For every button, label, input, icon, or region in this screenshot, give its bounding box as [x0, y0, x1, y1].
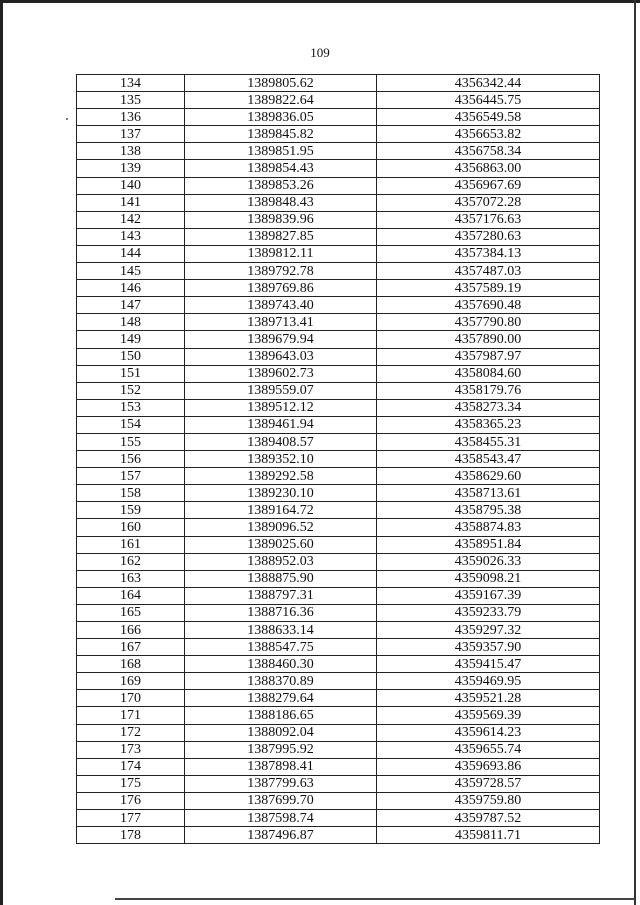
point-number-cell: 159 — [77, 502, 185, 519]
x-coordinate-cell: 1389822.64 — [185, 92, 377, 109]
table-row — [77, 758, 600, 775]
x-coordinate-cell: 1389408.57 — [185, 433, 377, 450]
table-row — [77, 792, 600, 809]
y-coordinate-cell: 4359026.33 — [377, 553, 600, 570]
point-number-cell: 167 — [77, 639, 185, 656]
point-number-cell: 170 — [77, 690, 185, 707]
point-number-cell: 136 — [77, 109, 185, 126]
x-coordinate-cell: 1388875.90 — [185, 570, 377, 587]
page-border-bottom — [115, 898, 635, 900]
table-row — [77, 314, 600, 331]
y-coordinate-cell: 4359167.39 — [377, 587, 600, 604]
x-coordinate-cell: 1388547.75 — [185, 639, 377, 656]
x-coordinate-cell: 1389461.94 — [185, 416, 377, 433]
table-row — [77, 211, 600, 228]
page-border-right — [634, 0, 636, 905]
x-coordinate-cell: 1389853.26 — [185, 177, 377, 194]
point-number-cell: 146 — [77, 280, 185, 297]
table-row — [77, 331, 600, 348]
point-number-cell: 163 — [77, 570, 185, 587]
y-coordinate-cell: 4358795.38 — [377, 502, 600, 519]
point-number-cell: 148 — [77, 314, 185, 331]
table-row — [77, 263, 600, 280]
x-coordinate-cell: 1389164.72 — [185, 502, 377, 519]
x-coordinate-cell: 1387598.74 — [185, 810, 377, 827]
point-number-cell: 164 — [77, 587, 185, 604]
x-coordinate-cell: 1389851.95 — [185, 143, 377, 160]
x-coordinate-cell: 1389839.96 — [185, 211, 377, 228]
x-coordinate-cell: 1389352.10 — [185, 451, 377, 468]
table-row — [77, 587, 600, 604]
y-coordinate-cell: 4358179.76 — [377, 382, 600, 399]
point-number-cell: 135 — [77, 92, 185, 109]
x-coordinate-cell: 1389025.60 — [185, 536, 377, 553]
point-number-cell: 149 — [77, 331, 185, 348]
table-row — [77, 399, 600, 416]
point-number-cell: 141 — [77, 194, 185, 211]
table-row — [77, 451, 600, 468]
point-number-cell: 158 — [77, 485, 185, 502]
y-coordinate-cell: 4359415.47 — [377, 656, 600, 673]
x-coordinate-cell: 1387995.92 — [185, 741, 377, 758]
y-coordinate-cell: 4357690.48 — [377, 297, 600, 314]
table-row — [77, 673, 600, 690]
point-number-cell: 145 — [77, 263, 185, 280]
point-number-cell: 173 — [77, 741, 185, 758]
y-coordinate-cell: 4358713.61 — [377, 485, 600, 502]
y-coordinate-cell: 4359655.74 — [377, 741, 600, 758]
table-row — [77, 468, 600, 485]
x-coordinate-cell: 1388370.89 — [185, 673, 377, 690]
x-coordinate-cell: 1387699.70 — [185, 792, 377, 809]
x-coordinate-cell: 1389559.07 — [185, 382, 377, 399]
point-number-cell: 166 — [77, 622, 185, 639]
coordinates-table — [76, 74, 600, 844]
table-row — [77, 810, 600, 827]
scan-speck — [66, 118, 68, 120]
page-border-left — [0, 0, 3, 905]
table-row — [77, 775, 600, 792]
x-coordinate-cell: 1389769.86 — [185, 280, 377, 297]
x-coordinate-cell: 1389848.43 — [185, 194, 377, 211]
y-coordinate-cell: 4357280.63 — [377, 228, 600, 245]
y-coordinate-cell: 4357790.80 — [377, 314, 600, 331]
y-coordinate-cell: 4359759.80 — [377, 792, 600, 809]
coordinates-table-body — [77, 75, 600, 844]
y-coordinate-cell: 4356445.75 — [377, 92, 600, 109]
x-coordinate-cell: 1389679.94 — [185, 331, 377, 348]
table-row — [77, 228, 600, 245]
point-number-cell: 138 — [77, 143, 185, 160]
y-coordinate-cell: 4359614.23 — [377, 724, 600, 741]
point-number-cell: 142 — [77, 211, 185, 228]
y-coordinate-cell: 4357176.63 — [377, 211, 600, 228]
y-coordinate-cell: 4358951.84 — [377, 536, 600, 553]
y-coordinate-cell: 4358629.60 — [377, 468, 600, 485]
table-row — [77, 724, 600, 741]
table-row — [77, 297, 600, 314]
y-coordinate-cell: 4357487.03 — [377, 263, 600, 280]
x-coordinate-cell: 1388186.65 — [185, 707, 377, 724]
x-coordinate-cell: 1389743.40 — [185, 297, 377, 314]
point-number-cell: 137 — [77, 126, 185, 143]
point-number-cell: 134 — [77, 75, 185, 92]
table-row — [77, 519, 600, 536]
y-coordinate-cell: 4357072.28 — [377, 194, 600, 211]
x-coordinate-cell: 1388279.64 — [185, 690, 377, 707]
point-number-cell: 152 — [77, 382, 185, 399]
y-coordinate-cell: 4356342.44 — [377, 75, 600, 92]
table-row — [77, 433, 600, 450]
y-coordinate-cell: 4356863.00 — [377, 160, 600, 177]
table-row — [77, 741, 600, 758]
y-coordinate-cell: 4359098.21 — [377, 570, 600, 587]
table-row — [77, 194, 600, 211]
y-coordinate-cell: 4359233.79 — [377, 604, 600, 621]
table-row — [77, 604, 600, 621]
x-coordinate-cell: 1388952.03 — [185, 553, 377, 570]
y-coordinate-cell: 4356758.34 — [377, 143, 600, 160]
y-coordinate-cell: 4357890.00 — [377, 331, 600, 348]
x-coordinate-cell: 1388633.14 — [185, 622, 377, 639]
y-coordinate-cell: 4356967.69 — [377, 177, 600, 194]
table-row — [77, 92, 600, 109]
table-row — [77, 485, 600, 502]
x-coordinate-cell: 1389805.62 — [185, 75, 377, 92]
x-coordinate-cell: 1388092.04 — [185, 724, 377, 741]
y-coordinate-cell: 4357987.97 — [377, 348, 600, 365]
point-number-cell: 171 — [77, 707, 185, 724]
point-number-cell: 161 — [77, 536, 185, 553]
point-number-cell: 156 — [77, 451, 185, 468]
point-number-cell: 139 — [77, 160, 185, 177]
x-coordinate-cell: 1389643.03 — [185, 348, 377, 365]
table-row — [77, 348, 600, 365]
point-number-cell: 151 — [77, 365, 185, 382]
page-border-top — [0, 0, 640, 3]
table-row — [77, 143, 600, 160]
x-coordinate-cell: 1388716.36 — [185, 604, 377, 621]
table-row — [77, 126, 600, 143]
point-number-cell: 144 — [77, 245, 185, 262]
point-number-cell: 150 — [77, 348, 185, 365]
x-coordinate-cell: 1389230.10 — [185, 485, 377, 502]
y-coordinate-cell: 4358455.31 — [377, 433, 600, 450]
table-row — [77, 365, 600, 382]
y-coordinate-cell: 4359787.52 — [377, 810, 600, 827]
x-coordinate-cell: 1387898.41 — [185, 758, 377, 775]
y-coordinate-cell: 4359811.71 — [377, 827, 600, 844]
table-row — [77, 416, 600, 433]
table-row — [77, 536, 600, 553]
table-row — [77, 570, 600, 587]
point-number-cell: 165 — [77, 604, 185, 621]
point-number-cell: 153 — [77, 399, 185, 416]
x-coordinate-cell: 1389096.52 — [185, 519, 377, 536]
table-row — [77, 245, 600, 262]
table-row — [77, 160, 600, 177]
point-number-cell: 155 — [77, 433, 185, 450]
point-number-cell: 160 — [77, 519, 185, 536]
y-coordinate-cell: 4359521.28 — [377, 690, 600, 707]
table-row — [77, 280, 600, 297]
point-number-cell: 140 — [77, 177, 185, 194]
point-number-cell: 177 — [77, 810, 185, 827]
x-coordinate-cell: 1389836.05 — [185, 109, 377, 126]
x-coordinate-cell: 1389812.11 — [185, 245, 377, 262]
x-coordinate-cell: 1389827.85 — [185, 228, 377, 245]
x-coordinate-cell: 1389713.41 — [185, 314, 377, 331]
table-row — [77, 553, 600, 570]
point-number-cell: 162 — [77, 553, 185, 570]
y-coordinate-cell: 4356549.58 — [377, 109, 600, 126]
table-row — [77, 75, 600, 92]
x-coordinate-cell: 1389512.12 — [185, 399, 377, 416]
table-row — [77, 109, 600, 126]
table-row — [77, 639, 600, 656]
x-coordinate-cell: 1389854.43 — [185, 160, 377, 177]
point-number-cell: 154 — [77, 416, 185, 433]
y-coordinate-cell: 4359469.95 — [377, 673, 600, 690]
y-coordinate-cell: 4359728.57 — [377, 775, 600, 792]
x-coordinate-cell: 1389292.58 — [185, 468, 377, 485]
y-coordinate-cell: 4356653.82 — [377, 126, 600, 143]
x-coordinate-cell: 1387799.63 — [185, 775, 377, 792]
table-row — [77, 622, 600, 639]
y-coordinate-cell: 4359357.90 — [377, 639, 600, 656]
table-row — [77, 690, 600, 707]
y-coordinate-cell: 4359693.86 — [377, 758, 600, 775]
x-coordinate-cell: 1388460.30 — [185, 656, 377, 673]
point-number-cell: 172 — [77, 724, 185, 741]
y-coordinate-cell: 4358543.47 — [377, 451, 600, 468]
table-row — [77, 656, 600, 673]
table-row — [77, 707, 600, 724]
y-coordinate-cell: 4357589.19 — [377, 280, 600, 297]
page-number: 109 — [310, 45, 330, 60]
y-coordinate-cell: 4358273.34 — [377, 399, 600, 416]
y-coordinate-cell: 4358874.83 — [377, 519, 600, 536]
y-coordinate-cell: 4359569.39 — [377, 707, 600, 724]
y-coordinate-cell: 4359297.32 — [377, 622, 600, 639]
table-row — [77, 177, 600, 194]
x-coordinate-cell: 1389845.82 — [185, 126, 377, 143]
y-coordinate-cell: 4357384.13 — [377, 245, 600, 262]
table-row — [77, 502, 600, 519]
table-row — [77, 382, 600, 399]
point-number-cell: 169 — [77, 673, 185, 690]
point-number-cell: 178 — [77, 827, 185, 844]
point-number-cell: 176 — [77, 792, 185, 809]
x-coordinate-cell: 1388797.31 — [185, 587, 377, 604]
point-number-cell: 147 — [77, 297, 185, 314]
x-coordinate-cell: 1389792.78 — [185, 263, 377, 280]
x-coordinate-cell: 1389602.73 — [185, 365, 377, 382]
y-coordinate-cell: 4358084.60 — [377, 365, 600, 382]
point-number-cell: 174 — [77, 758, 185, 775]
y-coordinate-cell: 4358365.23 — [377, 416, 600, 433]
point-number-cell: 143 — [77, 228, 185, 245]
x-coordinate-cell: 1387496.87 — [185, 827, 377, 844]
point-number-cell: 175 — [77, 775, 185, 792]
point-number-cell: 168 — [77, 656, 185, 673]
point-number-cell: 157 — [77, 468, 185, 485]
table-row — [77, 827, 600, 844]
